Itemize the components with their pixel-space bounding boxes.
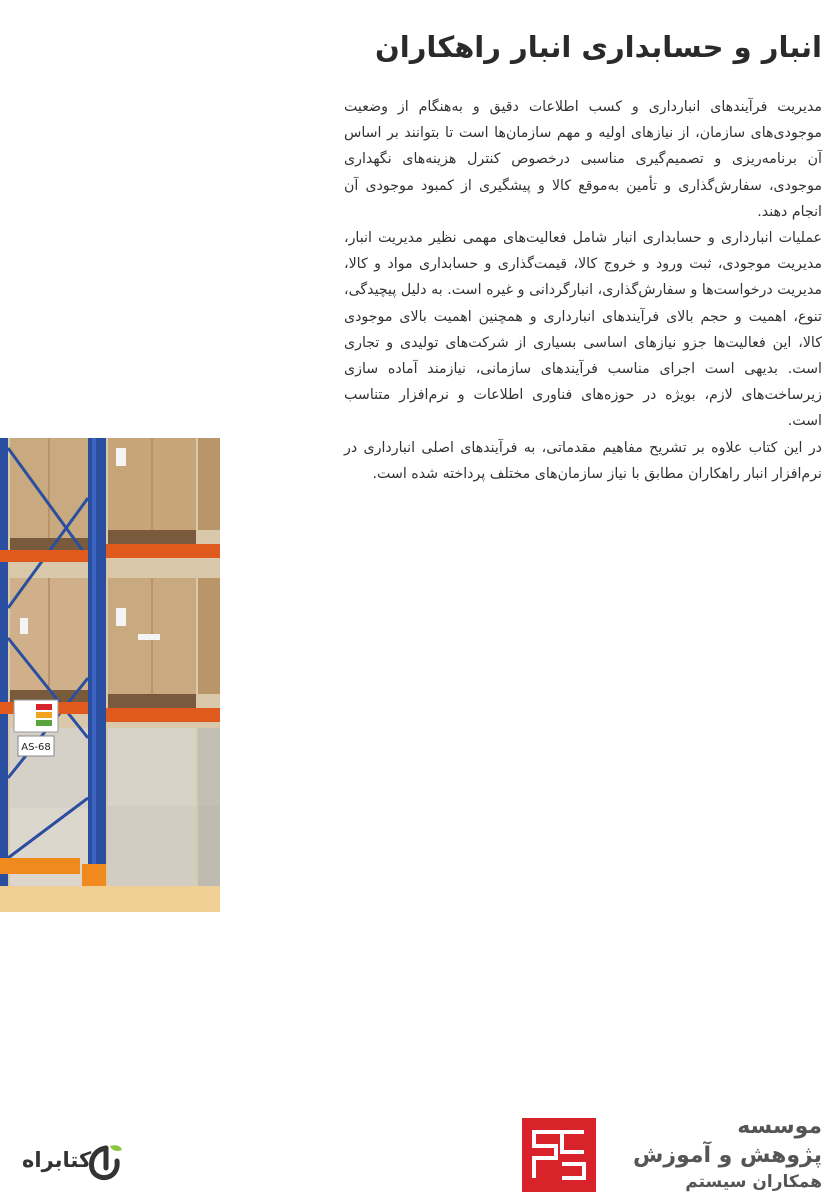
- ketabrah-logo-icon: [84, 1142, 124, 1182]
- rack-label: AS-68: [21, 742, 51, 753]
- institute-name-line1: موسسه: [737, 1114, 822, 1139]
- publisher-name: کتابراه: [22, 1148, 92, 1172]
- institute-logo-icon: [522, 1118, 596, 1192]
- paragraph-2: عملیات انبارداری و حسابداری انبار شامل فعالیت‌های مهمی نظیر مدیریت انبار، مدیریت موجودی، ثبت ورود و خروج کالا، قیمت‌گذاری و حسابداری مواد و کالا، مدیریت درخواست‌ها و سفارش‌گذاری، انبارگردانی و غیره است. به دلیل پیچیدگی، تنوع، اهمیت و حجم بالای فرآیندهای انبارداری و همچنین اهمیت بالای موجودی کالا، این فعالیت‌ها جزو نیازهای اساسی بسیاری از شرکت‌های تولیدی و تجاری است. بدیهی است اجرای مناسب فرآیندهای سازمانی، نیازمند آماده سازی زیرساخت‌های لازم، بویژه در حوزه‌های فناوری اطلاعات و نرم‌افزار متناسب است.: [344, 230, 822, 430]
- paragraph-1: مدیریت فرآیندهای انبارداری و کسب اطلاعات دقیق و به‌هنگام از وضعیت موجودی‌های سازمان، از نیازهای اولیه و مهم سازمان‌ها است تا بتوانند بر اساس آن برنامه‌ریزی و تصمیم‌گیری مناسبی درخصوص کنترل هزینه‌های نگهداری موجودی، سفارش‌گذاری و تأمین به‌موقع کالا و پیشگیری از کمبود موجودی آن انجام دهند.: [344, 99, 822, 220]
- body-text: [344, 94, 822, 487]
- institute-name-line2: پژوهش و آموزش: [633, 1143, 822, 1168]
- paragraph-3: در این کتاب علاوه بر تشریح مفاهیم مقدماتی، به فرآیندهای اصلی انبارداری در نرم‌افزار انبار راهکاران مطابق با نیاز سازمان‌های مختلف پرداخته شده است.: [344, 439, 822, 482]
- institute-name-line3: همکاران سیستم: [685, 1172, 822, 1192]
- ketabrah-logo: [22, 1140, 126, 1184]
- institute-logo: [522, 1112, 822, 1196]
- page-title: انبار و حسابداری انبار راهکاران: [375, 30, 822, 64]
- warehouse-photo: [0, 438, 220, 912]
